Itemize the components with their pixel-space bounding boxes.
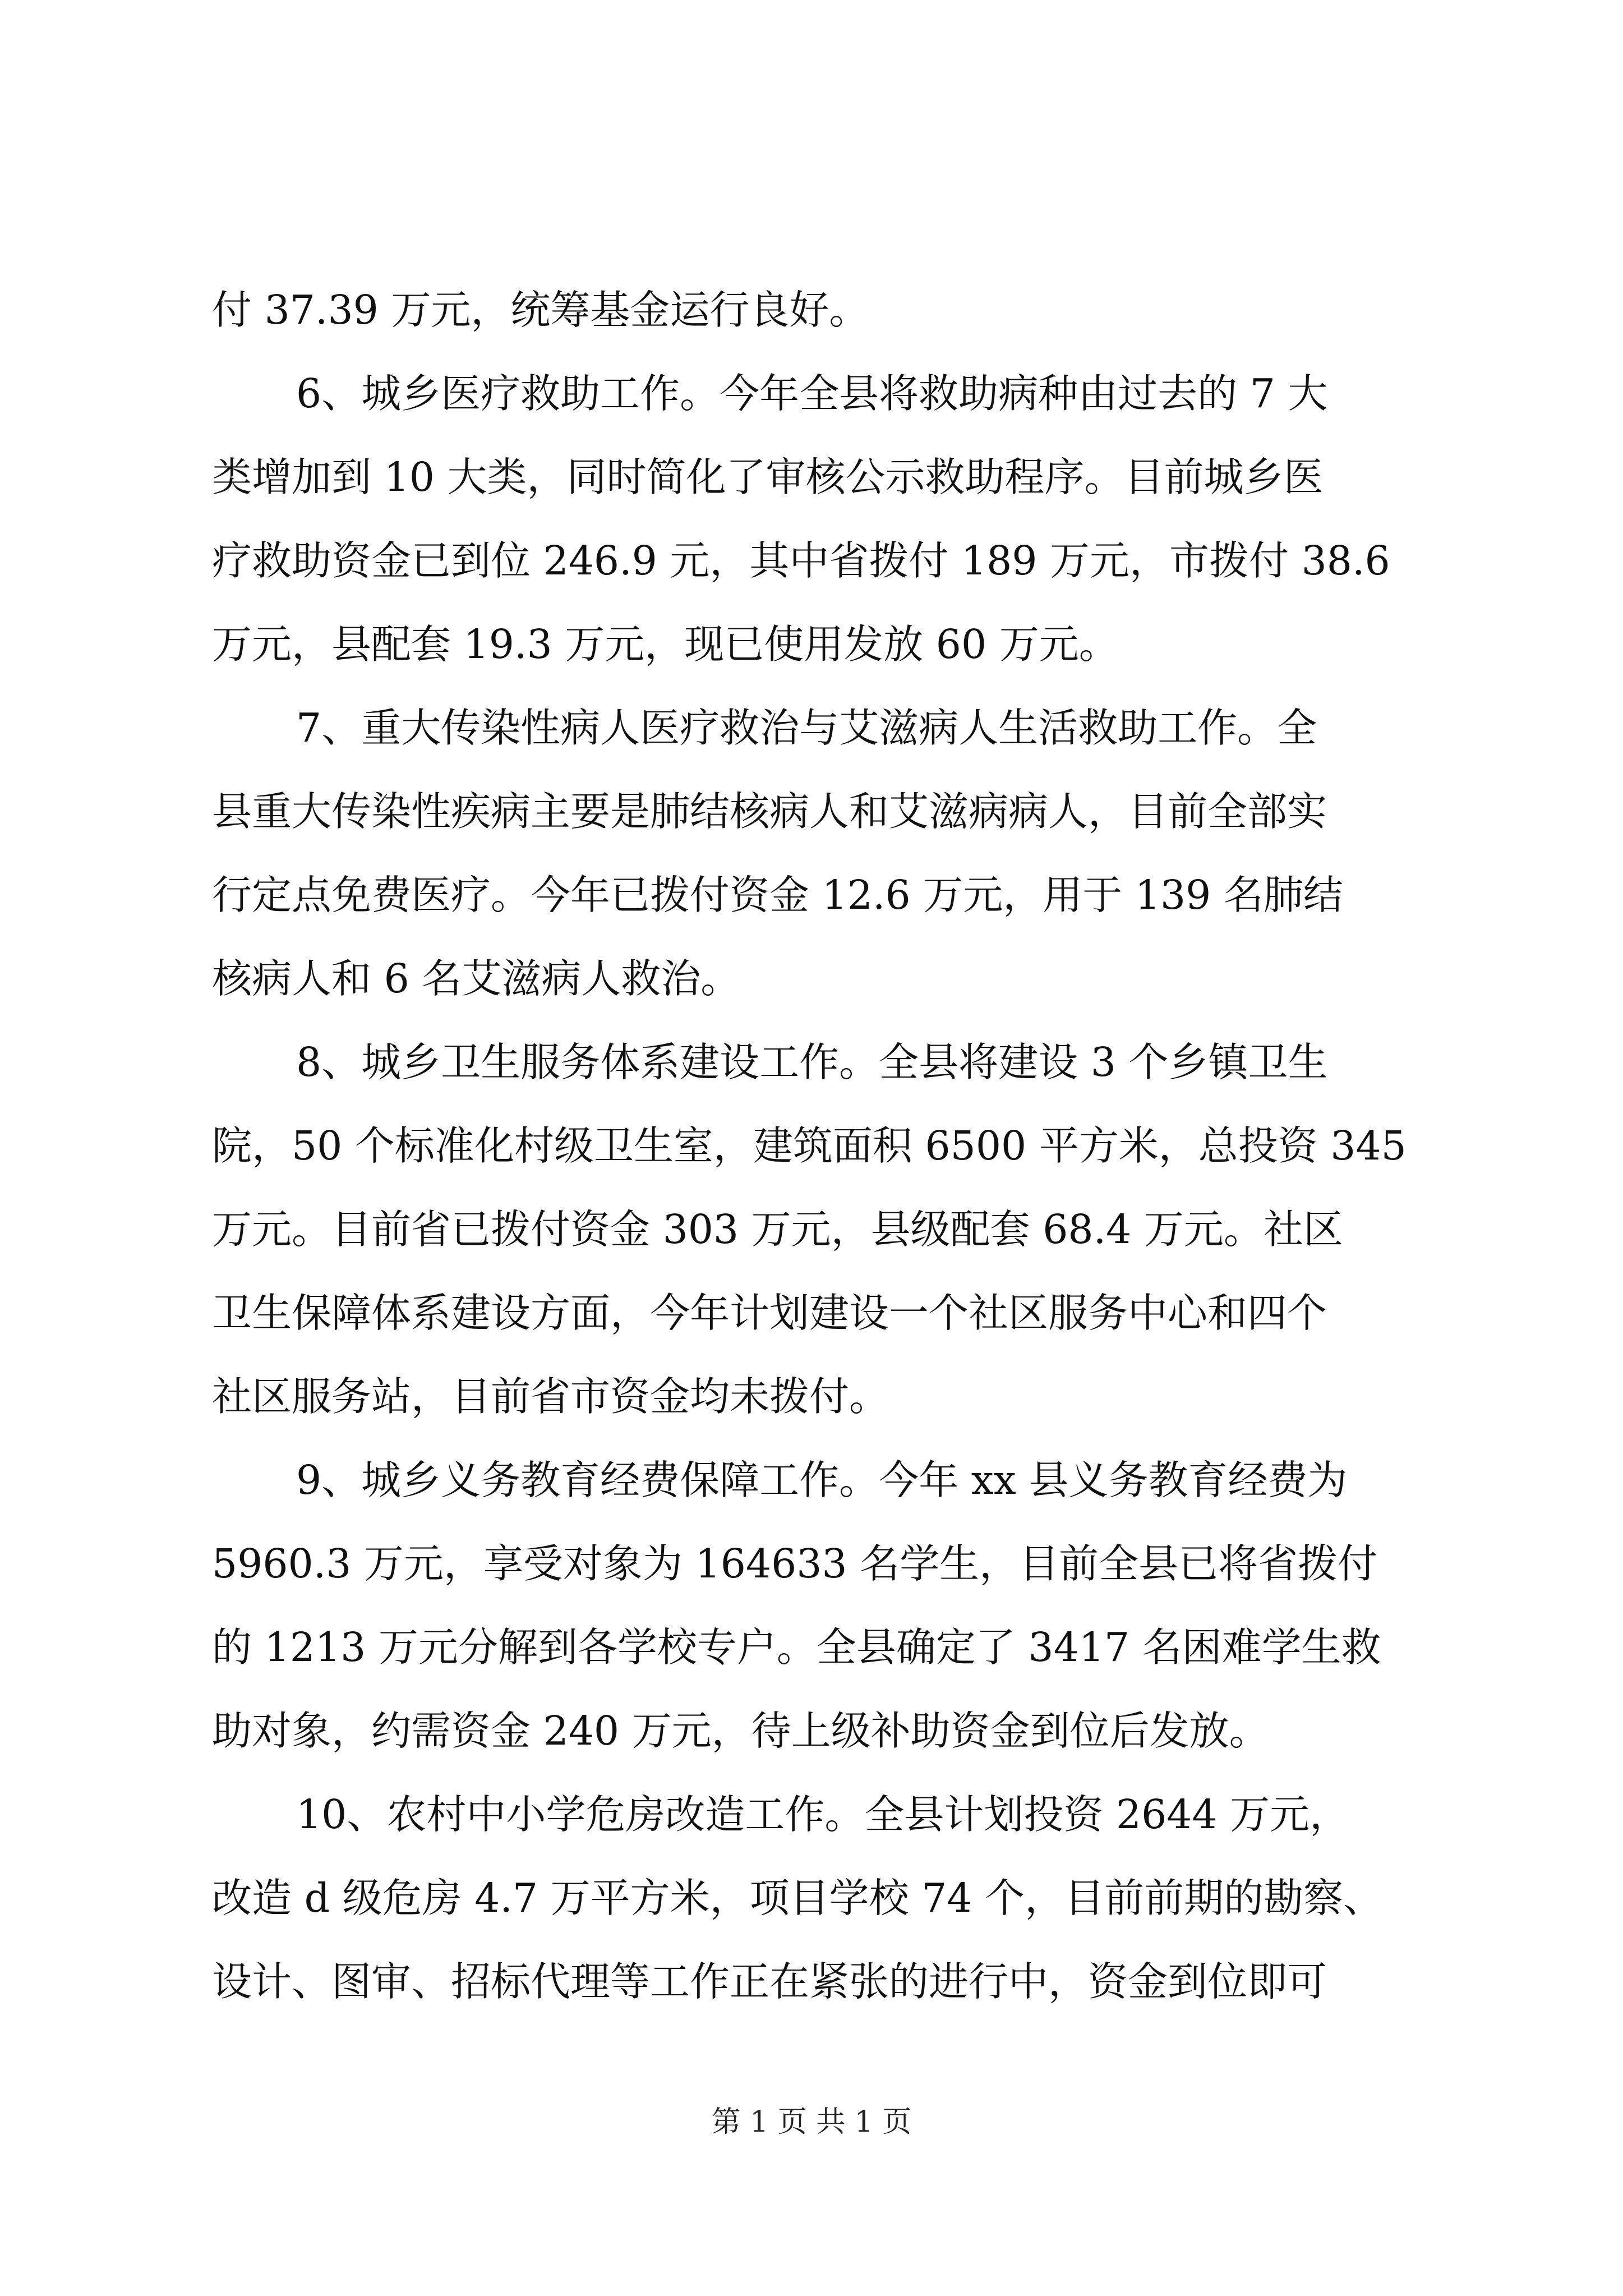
- text-line: 万元。目前省已拨付资金 303 万元，县级配套 68.4 万元。社区: [212, 1206, 1343, 1253]
- text-line: 万元，县配套 19.3 万元，现已使用发放 60 万元。: [212, 621, 1119, 668]
- paragraph-first-line: 10、农村中小学危房改造工作。全县计划投资 2644 万元，: [296, 1791, 1350, 1838]
- text-line: 疗救助资金已到位 246.9 元，其中省拨付 189 万元，市拨付 38.6: [212, 537, 1390, 584]
- paragraph-first-line: 7、重大传染性病人医疗救治与艾滋病人生活救助工作。全: [296, 705, 1317, 751]
- paragraph-first-line: 6、城乡医疗救助工作。今年全县将救助病种由过去的 7 大: [296, 370, 1328, 417]
- text-line: 助对象，约需资金 240 万元，待上级补助资金到位后发放。: [212, 1708, 1269, 1754]
- text-line: 卫生保障体系建设方面，今年计划建设一个社区服务中心和四个: [212, 1290, 1327, 1336]
- text-line: 行定点免费医疗。今年已拨付资金 12.6 万元，用于 139 名肺结: [212, 872, 1343, 918]
- text-line: 核病人和 6 名艾滋病人救治。: [212, 955, 741, 1002]
- text-line: 院，50 个标准化村级卫生室，建筑面积 6500 平方米，总投资 345: [212, 1122, 1407, 1169]
- text-line: 改造 d 级危房 4.7 万平方米，项目学校 74 个，目前前期的勘察、: [212, 1875, 1384, 1921]
- text-line: 社区服务站，目前省市资金均未拨付。: [212, 1373, 889, 1420]
- page-number: 第 1 页 共 1 页: [711, 2105, 912, 2139]
- text-line: 县重大传染性疾病主要是肺结核病人和艾滋病病人，目前全部实: [212, 788, 1327, 835]
- text-line: 5960.3 万元，享受对象为 164633 名学生，目前全县已将省拨付: [212, 1540, 1378, 1587]
- text-line: 设计、图审、招标代理等工作正在紧张的进行中，资金到位即可: [212, 1958, 1327, 2005]
- page-footer: [0, 2102, 1623, 2142]
- paragraph-first-line: 8、城乡卫生服务体系建设工作。全县将建设 3 个乡镇卫生: [296, 1039, 1328, 1085]
- text-line: 的 1213 万元分解到各学校专户。全县确定了 3417 名困难学生救: [212, 1624, 1381, 1671]
- text-line: 付 37.39 万元，统筹基金运行良好。: [212, 287, 869, 333]
- text-line: 类增加到 10 大类，同时简化了审核公示救助程序。目前城乡医: [212, 454, 1324, 500]
- paragraph-first-line: 9、城乡义务教育经费保障工作。今年 xx 县义务教育经费为: [296, 1457, 1348, 1503]
